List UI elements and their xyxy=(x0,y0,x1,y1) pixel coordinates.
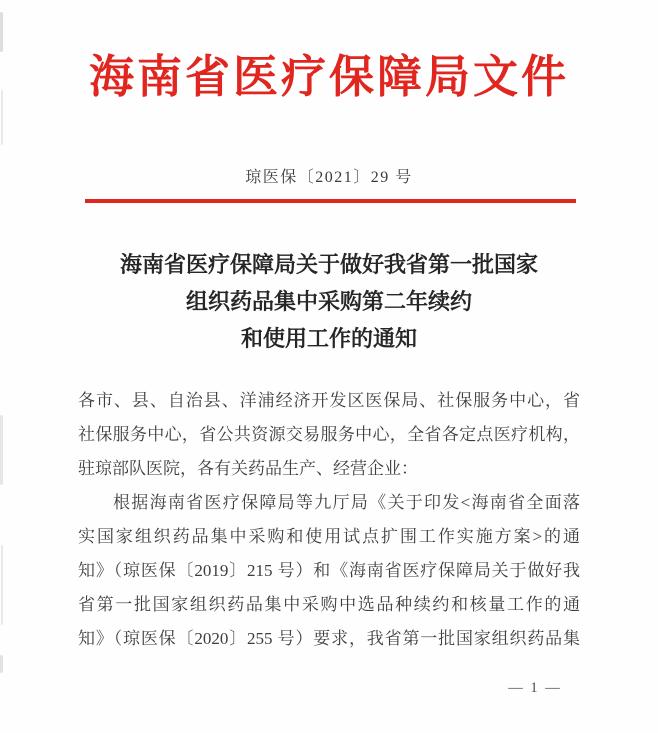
agency-letterhead-title: 海南省医疗保障局文件 xyxy=(88,52,569,102)
red-divider-line xyxy=(85,199,576,203)
recipients-line: 社保服务中心，省公共资源交易服务中心，全省各定点医疗机构， xyxy=(78,425,580,444)
scan-artifact xyxy=(0,415,3,485)
paragraph-line: 知》（琼医保〔2020〕255 号）要求，我省第一批国家组织药品集 xyxy=(78,629,580,648)
recipients-line: 驻琼部队医院，各有关药品生产、经营企业： xyxy=(78,459,418,478)
scan-artifact xyxy=(1,545,3,625)
scan-artifact xyxy=(0,655,3,673)
paragraph-line: 实国家组织药品集中采购和使用试点扩围工作实施方案>的通 xyxy=(78,527,580,546)
paragraph-line: 知》（琼医保〔2019〕215 号）和《海南省医疗保障局关于做好我 xyxy=(78,561,580,580)
notice-title xyxy=(0,246,658,357)
notice-title-line-2: 组织药品集中采购第二年续约 xyxy=(185,289,472,314)
document-body xyxy=(78,384,580,656)
document-reference-number: 琼医保〔2021〕29 号 xyxy=(245,169,413,186)
notice-title-line-3: 和使用工作的通知 xyxy=(240,326,417,351)
paragraph-line: 根据海南省医疗保障局等九厅局《关于印发<海南省全面落 xyxy=(113,493,580,512)
page-number: — 1 — xyxy=(508,680,562,696)
recipients-line: 各市、县、自治县、洋浦经济开发区医保局、社保服务中心，省 xyxy=(78,391,580,410)
notice-title-line-1: 海南省医疗保障局关于做好我省第一批国家 xyxy=(119,252,538,277)
paragraph-line: 省第一批国家组织药品集中采购中选品种续约和核量工作的通 xyxy=(78,595,580,614)
